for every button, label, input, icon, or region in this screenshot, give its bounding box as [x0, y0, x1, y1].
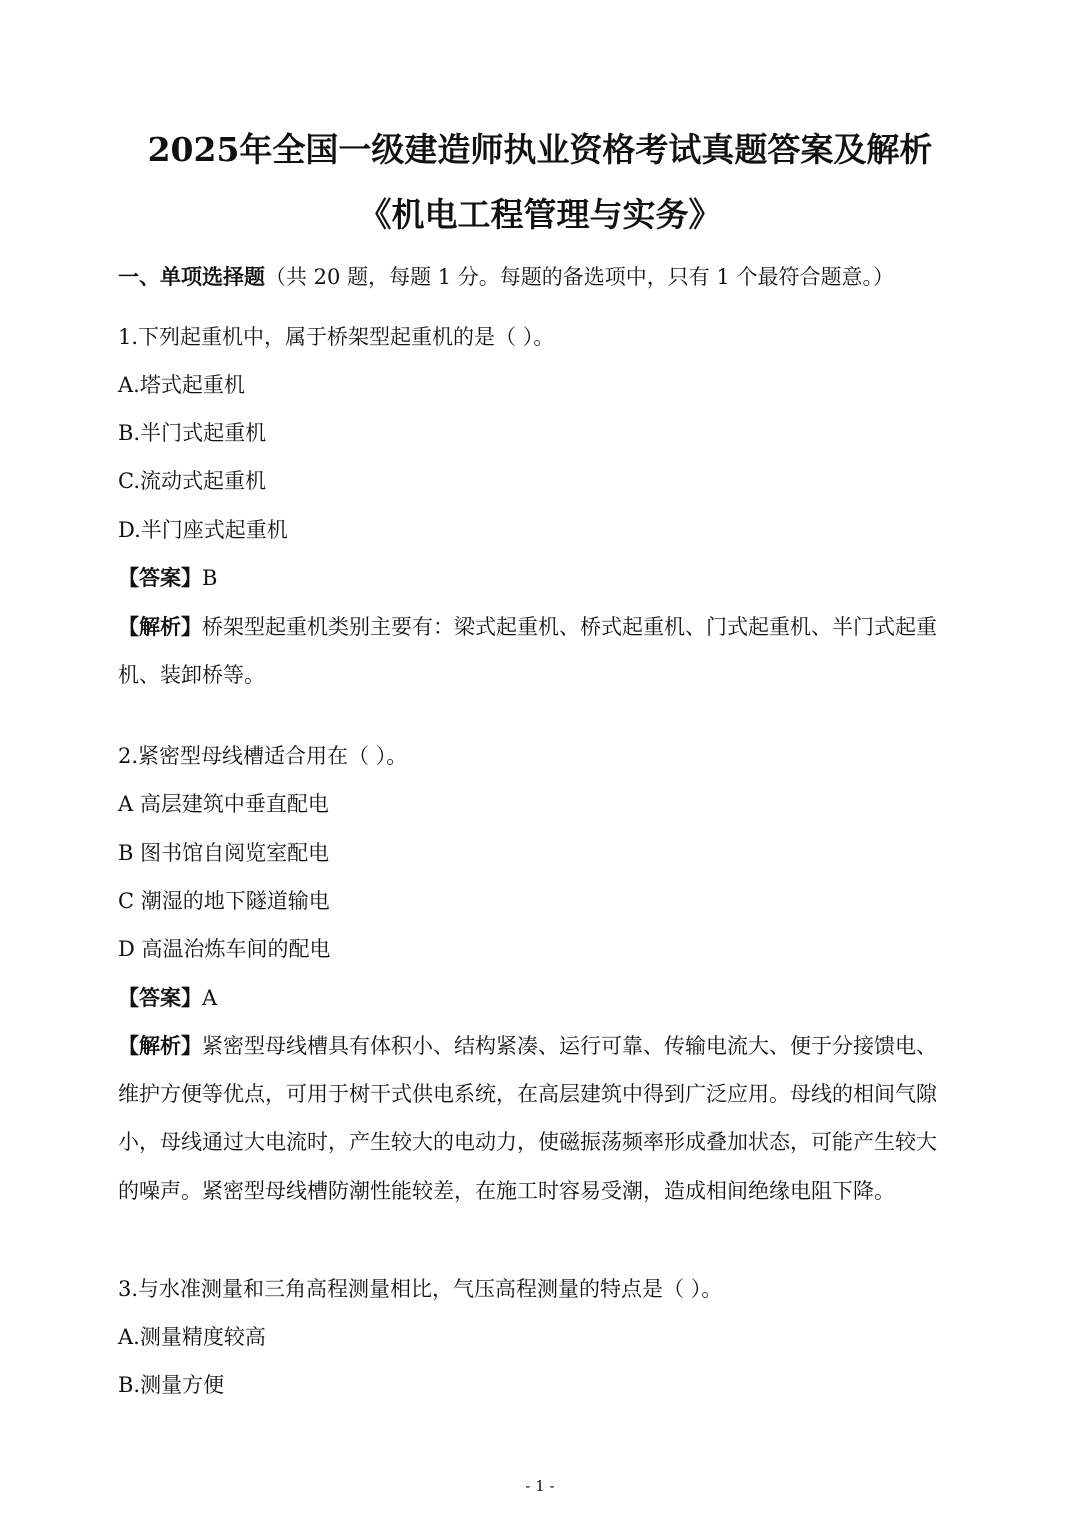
question-3-option-a: A.测量精度较高: [118, 1325, 266, 1349]
document-subtitle: 《机电工程管理与实务》: [358, 195, 722, 234]
question-2-option-d: D 高温治炼车间的配电: [118, 937, 331, 961]
question-1-answer: [118, 563, 217, 593]
question-1-option-a: A.塔式起重机: [118, 373, 245, 397]
answer-label: 【答案】: [118, 565, 202, 590]
question-1-stem: 1.下列起重机中，属于桥架型起重机的是（ ）。: [118, 325, 555, 349]
question-2-option-a: A 高层建筑中垂直配电: [118, 792, 329, 816]
question-1-option-d: D.半门座式起重机: [118, 518, 288, 542]
question-1-option-c: C.流动式起重机: [118, 469, 266, 493]
question-1-option-b: B.半门式起重机: [118, 421, 267, 445]
question-3-option-b: B.测量方便: [118, 1373, 225, 1397]
question-3-stem: 3.与水准测量和三角高程测量相比，气压高程测量的特点是（ ）。: [118, 1277, 723, 1301]
section-label: 一、单项选择题: [118, 264, 265, 289]
question-2-analysis-line-4: 的噪声。紧密型母线槽防潮性能较差，在施工时容易受潮，造成相间绝缘电阻下降。: [118, 1179, 895, 1203]
question-2-analysis-line-2: 维护方便等优点，可用于树干式供电系统，在高层建筑中得到广泛应用。母线的相间气隙: [118, 1082, 937, 1106]
question-2-option-c: C 潮湿的地下隧道输电: [118, 889, 330, 913]
page-number: - 1 -: [525, 1477, 555, 1495]
question-1-analysis-line-2: 机、装卸桥等。: [118, 663, 265, 687]
question-1-analysis-line-1: [118, 612, 937, 642]
answer-value: A: [202, 986, 218, 1010]
section-note: （共 20 题，每题 1 分。每题的备选项中，只有 1 个最符合题意。）: [265, 265, 894, 289]
question-2-answer: [118, 983, 217, 1013]
question-2-analysis-line-1: [118, 1031, 937, 1061]
question-2-option-b: B 图书馆自阅览室配电: [118, 841, 330, 865]
section-heading: [118, 262, 894, 292]
question-2-stem: 2.紧密型母线槽适合用在（ ）。: [118, 744, 408, 768]
analysis-label: 【解析】: [118, 614, 202, 639]
analysis-text: 紧密型母线槽具有体积小、结构紧凑、运行可靠、传输电流大、便于分接馈电、: [202, 1034, 937, 1058]
analysis-label: 【解析】: [118, 1033, 202, 1058]
question-2-analysis-line-3: 小，母线通过大电流时，产生较大的电动力，使磁振荡频率形成叠加状态，可能产生较大: [118, 1130, 937, 1154]
answer-value: B: [202, 566, 218, 590]
document-title: 2025年全国一级建造师执业资格考试真题答案及解析: [147, 130, 933, 169]
analysis-text: 桥架型起重机类别主要有：梁式起重机、桥式起重机、门式起重机、半门式起重: [202, 615, 937, 639]
answer-label: 【答案】: [118, 985, 202, 1010]
